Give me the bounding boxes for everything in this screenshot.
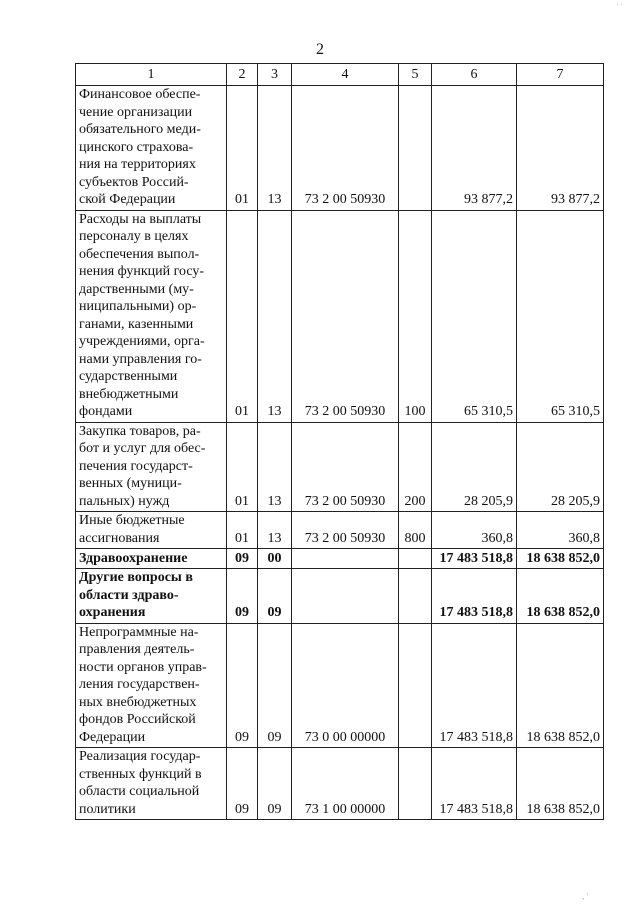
table-row [76,210,604,422]
section-cell: 01 [227,512,258,549]
amount-year1-cell: 360,8 [432,512,517,549]
target-article-cell [292,549,399,569]
item-name-line: фондов Российской [79,712,196,727]
amount-year1-cell: 17 483 518,8 [432,623,517,748]
subsection-cell: 09 [258,569,292,624]
item-name-line: Здравоохранение [79,550,188,566]
table-row [76,748,604,820]
subsection-cell: 13 [258,210,292,422]
item-name-line: ления государствен- [79,677,200,692]
column-header: 1 [76,64,227,86]
item-name-line: ственных функций в [79,766,202,782]
section-cell: 09 [227,569,258,624]
expense-type-cell [399,86,432,211]
item-name-line: Финансовое обеспе- [79,87,201,102]
item-name-line: области социальной [79,784,200,799]
amount-year1-cell: 65 310,5 [432,210,517,422]
column-header: 6 [432,64,517,86]
amount-year1-cell: 17 483 518,8 [432,569,517,624]
expense-type-cell: 200 [399,422,432,512]
section-cell: 01 [227,210,258,422]
item-name-line: обеспечения выпол- [79,246,200,262]
column-header: 5 [399,64,432,86]
budget-table [75,63,604,820]
subsection-cell: 09 [258,748,292,820]
item-name-line: печения государст- [79,458,193,474]
item-name-line: пальных) нужд [79,493,170,509]
target-article-cell: 73 2 00 50930 [292,86,399,211]
expense-type-cell: 800 [399,512,432,549]
amount-year2-cell: 65 310,5 [517,210,604,422]
item-name-cell [76,569,227,624]
item-name-line: венных (муници- [79,476,182,491]
item-name-cell [76,210,227,422]
expense-type-cell [399,549,432,569]
section-cell: 09 [227,549,258,569]
section-cell: 09 [227,623,258,748]
item-name-line: цинского страхова- [79,139,194,155]
item-name-line: ниципальными) ор- [79,299,197,314]
item-name-line: Расходы на выплаты [79,211,202,227]
subsection-cell: 13 [258,512,292,549]
item-name-cell [76,512,227,549]
amount-year1-cell: 17 483 518,8 [432,549,517,569]
item-name-line: ния на территориях [79,157,196,172]
item-name-line: политики [79,801,136,817]
item-name-line: Реализация государ- [79,749,201,764]
table-row [76,422,604,512]
item-name-line: ности органов управ- [79,659,207,675]
target-article-cell [292,569,399,624]
item-name-cell [76,86,227,211]
item-name-line: учреждениями, орга- [79,334,205,349]
subsection-cell: 09 [258,623,292,748]
amount-year2-cell: 93 877,2 [517,86,604,211]
header-row [76,64,604,86]
item-name-line: ассигнования [79,530,160,546]
item-name-line: бот и услуг для обес- [79,441,206,456]
item-name-cell [76,422,227,512]
section-cell: 09 [227,748,258,820]
item-name-line: ных внебюджетных [79,694,197,710]
item-name-line: охранения [79,605,146,620]
item-name-line: нами управления го- [79,351,202,367]
amount-year2-cell: 18 638 852,0 [517,549,604,569]
amount-year2-cell: 360,8 [517,512,604,549]
amount-year1-cell: 93 877,2 [432,86,517,211]
scan-mark: ‚ ' [581,892,588,901]
item-name-line: области здраво- [79,587,179,603]
section-cell: 01 [227,86,258,211]
table-row [76,623,604,748]
amount-year1-cell: 28 205,9 [432,422,517,512]
item-name-line: чение организации [79,104,193,120]
amount-year2-cell: 18 638 852,0 [517,623,604,748]
target-article-cell: 73 0 00 00000 [292,623,399,748]
column-header: 4 [292,64,399,86]
item-name-cell [76,748,227,820]
amount-year2-cell: 18 638 852,0 [517,569,604,624]
item-name-line: Иные бюджетные [79,513,185,528]
item-name-line: Другие вопросы в [79,570,193,585]
amount-year2-cell: 18 638 852,0 [517,748,604,820]
table-row [76,86,604,211]
column-header: 2 [227,64,258,86]
page-number: 2 [316,41,324,58]
expense-type-cell [399,569,432,624]
table-row [76,549,604,569]
item-name-line: Федерации [79,729,146,745]
target-article-cell: 73 2 00 50930 [292,512,399,549]
amount-year1-cell: 17 483 518,8 [432,748,517,820]
expense-type-cell: 100 [399,210,432,422]
item-name-line: ганами, казенными [79,316,194,332]
item-name-line: субъектов Россий- [79,174,189,190]
subsection-cell: 13 [258,86,292,211]
section-cell: 01 [227,422,258,512]
expense-type-cell [399,748,432,820]
item-name-cell [76,623,227,748]
item-name-line: ской Федерации [79,192,176,207]
item-name-line: правления деятель- [79,642,195,657]
expense-type-cell [399,623,432,748]
table-body [76,86,604,820]
item-name-line: нения функций госу- [79,264,205,279]
table-row [76,569,604,624]
target-article-cell: 73 1 00 00000 [292,748,399,820]
item-name-line: дарственными (му- [79,281,194,297]
item-name-cell [76,549,227,569]
item-name-line: сударственными [79,369,178,384]
column-header: 3 [258,64,292,86]
subsection-cell: 00 [258,549,292,569]
table-row [76,512,604,549]
item-name-line: Непрограммные на- [79,624,199,640]
subsection-cell: 13 [258,422,292,512]
target-article-cell: 73 2 00 50930 [292,422,399,512]
item-name-line: Закупка товаров, ра- [79,423,201,439]
scan-mark: ' ' [617,2,622,11]
item-name-line: внебюджетными [79,386,179,402]
item-name-line: обязательного меди- [79,122,201,137]
amount-year2-cell: 28 205,9 [517,422,604,512]
item-name-line: персоналу в целях [79,229,189,244]
item-name-line: фондами [79,404,133,419]
column-header: 7 [517,64,604,86]
target-article-cell: 73 2 00 50930 [292,210,399,422]
